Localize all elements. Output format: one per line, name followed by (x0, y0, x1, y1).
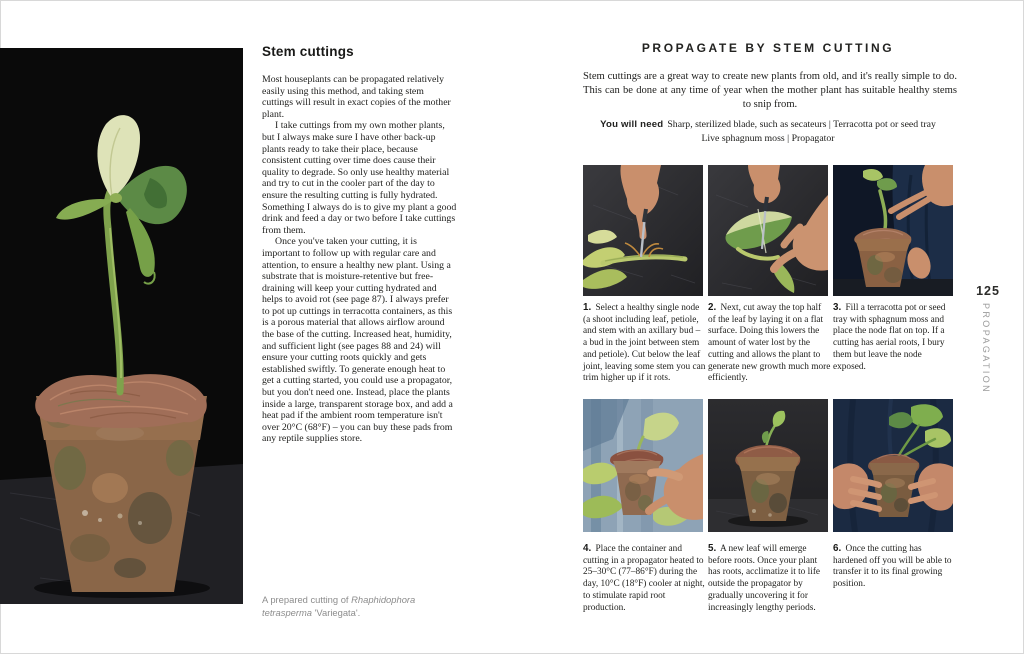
body-paragraph: I take cuttings from my own mother plants, but I always make sure I have other back-up plants ready to take their place, because consistent cutting over time does cause their quality to degrade. So only use healthy material and try to cut in the cooler part of the day to ensure the resulting cutting is fully hydrated. Something I always do is to give my plant a good drink and feed a day or two before I take cuttings from them. (262, 120, 457, 236)
intro-paragraph: Stem cuttings are a great way to create new plants from old, and it's really simple to do. This can be done at any time of year when the mother plant has suitable healthy stems to snip from. (583, 71, 957, 110)
step-text: Once the cutting has hardened off you will be able to transfer it to its final growing position. (833, 544, 952, 590)
caption-species-italic: Rhaphidophora tetrasperma (262, 594, 416, 619)
step-6-illustration (833, 399, 953, 532)
you-will-need-block (560, 118, 976, 145)
step-text: Fill a terracotta pot or seed tray with sphagnum moss and place the node flat on top. If a cutting has aerial roots, I bury them but leave the node exposed. (833, 303, 946, 372)
step-4-caption (583, 543, 706, 614)
step-2-photo-trimming-leaf (708, 165, 828, 296)
you-will-need-items: Live sphagnum moss | Propagator (701, 132, 835, 144)
step-number: 1. (583, 302, 592, 313)
step-5-caption (708, 543, 831, 614)
body-paragraph: Most houseplants can be propagated relatively easily using this method, and taking stem cuttings will result in exact copies of the mother plant. (262, 74, 451, 120)
you-will-need-items: Sharp, sterilized blade, such as secateurs | Terracotta pot or seed tray (667, 119, 936, 130)
step-text: Next, cut away the top half of the leaf by laying it on a flat surface. Doing this lowers the amount of water lost by the cutting and allows the plant to generate new growth much more efficiently. (708, 303, 831, 384)
caption-text: A prepared cutting of (262, 594, 352, 606)
you-will-need-label: You will need (600, 119, 664, 130)
hero-photo-caption (262, 593, 467, 619)
step-number: 5. (708, 543, 717, 554)
step-text: Place the container and cutting in a propagator heated to 25–30°C (77–86°F) during the day, 10°C (18°F) cooler at night, to stimulate rapid root production. (583, 544, 705, 613)
step-6-photo-hardened-cutting (833, 399, 953, 532)
hero-photo-pot-cutting (0, 48, 243, 604)
step-3-illustration (833, 165, 953, 296)
step-number: 6. (833, 543, 842, 554)
step-1-illustration (583, 165, 703, 296)
chapter-label-vertical: PROPAGATION (981, 303, 991, 395)
left-text-column (262, 44, 457, 445)
hero-photo-illustration (0, 48, 243, 604)
section-header: PROPAGATE BY STEM CUTTING (641, 41, 895, 55)
step-number: 3. (833, 302, 842, 313)
step-1-photo-cutting-node (583, 165, 703, 296)
step-5-photo-new-leaf (708, 399, 828, 532)
step-2-illustration (708, 165, 828, 296)
step-number: 4. (583, 543, 592, 554)
step-text: Select a healthy single node (a shoot including leaf, petiole, and stem with an axillary bud – a bud in the joint between stem and petiole). Cut below the leaf joint, leaving some stem you can trim higher up if it rots. (583, 303, 706, 384)
step-3-photo-potting-node (833, 165, 953, 296)
you-will-need-line (560, 118, 976, 132)
step-4-photo-propagator (583, 399, 703, 532)
body-paragraph: Once you've taken your cutting, it is important to follow up with regular care and attention, to ensure a healthy new plant. Using a substrate that is moisture-retentive but free-draining will keep your cutting hydrated and helps to avoid rot (see page 87). I always prefer to pot up cuttings in terracotta containers, as this is a porous material that allows airflow around the base of the cutting. Increased heat, humidity, and sufficient light (see pages 88 and 24) will ensure your cutting roots quickly and gets established swiftly. To generate enough heat to get a cutting started, you could use a propagator, but you don't need one. Instead, place the plants inside a large, transparent storage box, and add a heat pad if the ambient room temperature isn't over 20°C (68°F) – you can buy these pads from any reptile supplies store. (262, 236, 453, 445)
step-1-caption (583, 302, 706, 385)
step-4-illustration (583, 399, 703, 532)
page-number: 125 (976, 284, 1000, 298)
caption-text: 'Variegata'. (312, 607, 361, 619)
step-2-caption (708, 302, 831, 385)
step-text: A new leaf will emerge before roots. Once your plant has roots, acclimatize it to life outside the propagator by gradually uncovering it for increasingly lengthy periods. (708, 544, 821, 613)
step-5-illustration (708, 399, 828, 532)
step-3-caption (833, 302, 956, 373)
step-number: 2. (708, 302, 717, 313)
step-6-caption (833, 543, 956, 591)
page-title: Stem cuttings (262, 44, 354, 59)
